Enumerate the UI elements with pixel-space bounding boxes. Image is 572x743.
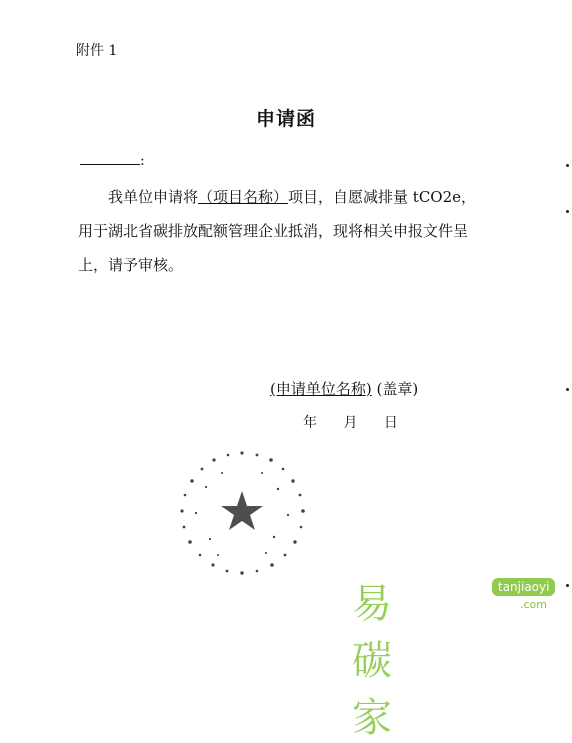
letter-body <box>78 180 518 282</box>
recipient-blank <box>80 152 140 165</box>
body-line-1 <box>78 180 518 214</box>
applicant-name-placeholder: (申请单位名称) <box>270 380 372 398</box>
watermark-en-text: tanjiaoyi <box>492 578 555 596</box>
stamp-note: (盖章) <box>376 380 419 398</box>
project-name-placeholder: （项目名称） <box>198 188 289 206</box>
body-line-2: 用于湖北省碳排放配额管理企业抵消，现将相关申报文件呈 <box>78 222 469 240</box>
scan-speck <box>566 388 569 391</box>
body-line-3: 上，请予审核。 <box>78 256 184 274</box>
date-line: 年 月 日 <box>303 415 400 431</box>
body-line-1-prefix: 我单位申请将 <box>108 188 199 206</box>
annex-label: 附件 1 <box>76 43 118 59</box>
signature-line <box>270 378 418 399</box>
scan-speck <box>566 164 569 167</box>
body-line-1-suffix: 项目，自愿减排量 tCO2e， <box>288 188 477 206</box>
watermark-cn-text: 易碳家 <box>352 581 393 741</box>
scan-speck <box>566 584 569 587</box>
salutation-line <box>80 152 145 169</box>
official-seal-icon <box>172 443 312 583</box>
salutation-colon: : <box>140 153 145 169</box>
page-title: 申请函 <box>255 108 316 130</box>
scan-speck <box>566 210 569 213</box>
watermark-domain-suffix: .com <box>520 598 547 611</box>
